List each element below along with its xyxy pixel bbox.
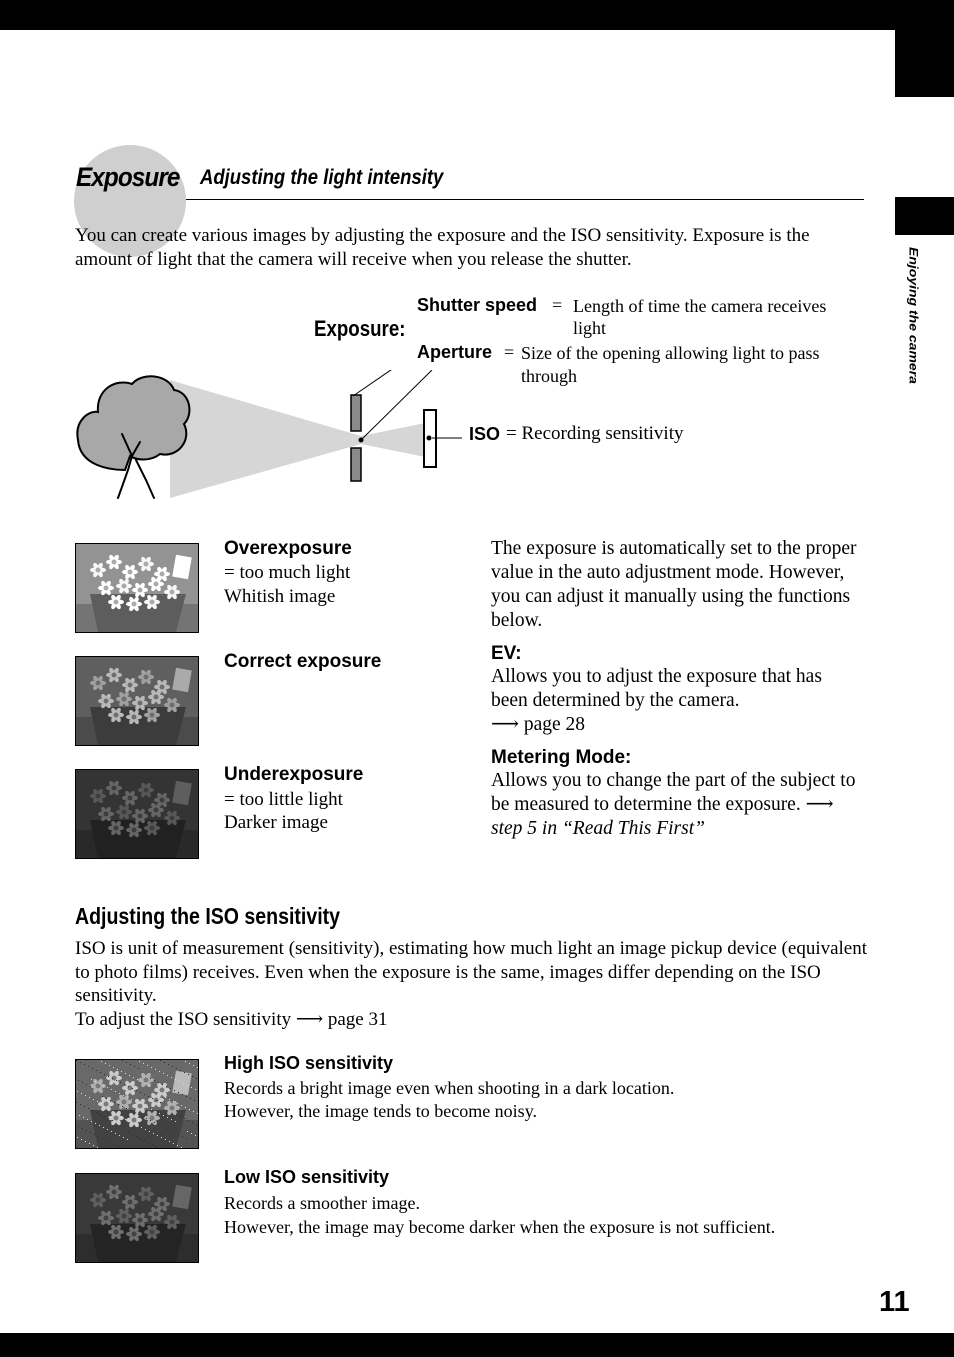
iso-definition: = Recording sensitivity: [506, 423, 684, 444]
high-iso-line-1: Records a bright image even when shooting in a dark location.: [224, 1078, 675, 1098]
light-beam-inner: [361, 422, 430, 458]
underexposure-line-2: Darker image: [224, 812, 328, 833]
top-bar: [0, 0, 954, 30]
high-iso-photo: [75, 1059, 199, 1149]
light-beam: [170, 380, 361, 498]
low-iso-photo: [75, 1173, 199, 1263]
high-iso-title: High ISO sensitivity: [224, 1053, 394, 1073]
exposure-label: Exposure:: [314, 316, 406, 341]
aperture-definition: Size of the opening allowing light to pass through: [521, 343, 820, 386]
overexposure-line-1: = too much light: [224, 562, 351, 583]
overexposure-line-2: Whitish image: [224, 586, 336, 607]
arrow-right-icon: ⟶: [295, 1008, 324, 1030]
bottom-bar: [0, 1333, 954, 1357]
ev-title: EV:: [491, 643, 522, 664]
shutter-speed-definition: Length of time the camera receives light: [573, 296, 827, 338]
low-iso-title: Low ISO sensitivity: [224, 1167, 390, 1187]
correct-exposure-photo: [75, 656, 199, 746]
metering-mode-description: [491, 769, 863, 841]
section-title: Exposure: [76, 162, 180, 192]
exposure-diagram: [70, 370, 470, 510]
ev-reference: [491, 713, 863, 737]
section-subtitle: Adjusting the light intensity: [200, 166, 444, 189]
iso-adjust-reference: [75, 1008, 875, 1032]
iso-page-link[interactable]: page 31: [327, 1008, 388, 1030]
overexposure-photo: [75, 543, 199, 633]
intro-paragraph: You can create various images by adjusting the exposure and the ISO sensitivity. Exposure is the amount of light that the camera will receive when you release the shutter.: [75, 225, 810, 270]
heading-rule: [186, 199, 864, 200]
ev-page-link[interactable]: page 28: [523, 714, 586, 735]
iso-adjust-text: To adjust the ISO sensitivity: [75, 1008, 292, 1030]
shutter-blade-upper: [351, 395, 361, 431]
metering-mode-text: Allows you to change the part of the subject to be measured to determine the exposure.: [491, 770, 856, 815]
metering-mode-title: Metering Mode:: [491, 747, 632, 768]
aperture-equals: =: [504, 342, 515, 362]
shutter-equals: =: [552, 295, 563, 315]
exposure-functions-column: [491, 537, 863, 841]
sensor-point: [427, 436, 432, 441]
iso-key: ISO: [469, 424, 501, 444]
iso-section-body: [75, 937, 875, 1031]
arrow-right-icon: ⟶: [491, 714, 519, 735]
auto-exposure-note: The exposure is automatically set to the proper value in the auto adjustment mode. However, you can adjust it manually using the functions below.: [491, 538, 857, 631]
underexposure-photo: [75, 769, 199, 859]
underexposure-line-1: = too little light: [224, 789, 343, 810]
aperture-key: Aperture: [417, 342, 493, 362]
high-iso-line-2: However, the image tends to become noisy.: [224, 1101, 538, 1121]
arrow-right-icon: ⟶: [805, 794, 834, 815]
shutter-blade-lower: [351, 448, 361, 481]
overexposure-title: Overexposure: [224, 538, 352, 559]
low-iso-line-2: However, the image may become darker when the exposure is not sufficient.: [224, 1217, 776, 1237]
chapter-tab-marker: [895, 197, 954, 235]
correct-exposure-title: Correct exposure: [224, 651, 382, 672]
shutter-speed-key: Shutter speed: [417, 295, 538, 315]
iso-explanation: ISO is unit of measurement (sensitivity), estimating how much light an image pickup device (equivalent to photo films) receives. Even when the exposure is the same, images differ depending on the ISO sensitivity.: [75, 938, 868, 1006]
ev-description: Allows you to adjust the exposure that has been determined by the camera.: [491, 666, 822, 711]
chapter-side-label: Enjoying the camera: [906, 247, 921, 384]
metering-mode-reference-link[interactable]: step 5 in “Read This First”: [491, 818, 705, 839]
low-iso-line-1: Records a smoother image.: [224, 1193, 420, 1213]
iso-section-heading: Adjusting the ISO sensitivity: [75, 903, 341, 929]
chapter-tab-block: [895, 30, 954, 97]
page-number: 11: [879, 1286, 910, 1318]
underexposure-title: Underexposure: [224, 764, 364, 785]
